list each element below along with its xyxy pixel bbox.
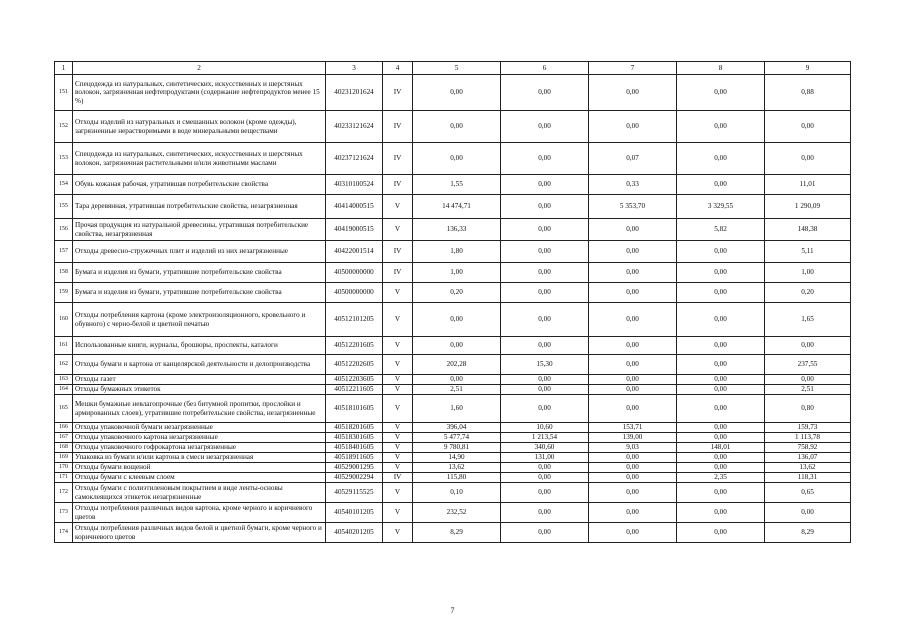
value-col7: 139,00 — [589, 433, 677, 443]
value-col6: 0,00 — [501, 219, 589, 241]
hazard-class: IV — [383, 263, 413, 283]
value-col8: 0,00 — [677, 355, 765, 375]
waste-code: 40512203605 — [326, 375, 383, 385]
header-cell: 6 — [501, 62, 589, 75]
value-col7: 0,00 — [589, 337, 677, 355]
row-number: 158 — [55, 263, 73, 283]
value-col9: 118,31 — [765, 473, 851, 483]
value-col9: 0,65 — [765, 483, 851, 503]
value-col6: 0,00 — [501, 395, 589, 423]
waste-name: Отходы упаковочного картона незагрязненные — [73, 433, 326, 443]
table-row — [55, 75, 851, 111]
waste-name: Отходы бумаги и картона от канцелярской деятельности и делопроизводства — [73, 355, 326, 375]
value-col9: 8,29 — [765, 523, 851, 543]
value-col8: 2,35 — [677, 473, 765, 483]
table-row — [55, 241, 851, 263]
value-col5: 115,80 — [413, 473, 501, 483]
waste-table — [54, 61, 851, 543]
value-col6: 0,00 — [501, 483, 589, 503]
value-col9: 5,11 — [765, 241, 851, 263]
row-number: 167 — [55, 433, 73, 443]
table-row — [55, 423, 851, 433]
waste-code: 40512202605 — [326, 355, 383, 375]
row-number: 153 — [55, 143, 73, 175]
table-row — [55, 219, 851, 241]
waste-name: Бумага и изделия из бумаги, утратившие потребительские свойства — [73, 283, 326, 303]
table-row — [55, 111, 851, 143]
waste-code: 40540201205 — [326, 523, 383, 543]
row-number: 173 — [55, 503, 73, 523]
value-col5: 136,33 — [413, 219, 501, 241]
value-col9: 136,07 — [765, 453, 851, 463]
value-col5: 0,20 — [413, 283, 501, 303]
page-number: 7 — [450, 606, 455, 615]
waste-name: Отходы упаковочного гофрокартона незагрязненные — [73, 443, 326, 453]
value-col6: 0,00 — [501, 263, 589, 283]
row-number: 168 — [55, 443, 73, 453]
row-number: 165 — [55, 395, 73, 423]
waste-name: Спецодежда из натуральных, синтетических, искусственных и шерстяных волокон, загрязненная нефтепродуктами (содержание нефтепродуктов менее 15 %) — [73, 75, 326, 111]
value-col7: 0,07 — [589, 143, 677, 175]
table-row — [55, 443, 851, 453]
header-cell: 3 — [326, 62, 383, 75]
table-row — [55, 473, 851, 483]
value-col6: 15,30 — [501, 355, 589, 375]
waste-name: Отходы потребления различных видов картона, кроме черного и коричневого цветов — [73, 503, 326, 523]
table-row — [55, 175, 851, 195]
table-row — [55, 395, 851, 423]
row-number: 154 — [55, 175, 73, 195]
value-col5: 1,55 — [413, 175, 501, 195]
value-col7: 0,00 — [589, 385, 677, 395]
value-col8: 3 329,55 — [677, 195, 765, 219]
value-col5: 396,04 — [413, 423, 501, 433]
value-col5: 14 474,71 — [413, 195, 501, 219]
waste-code: 40518301605 — [326, 433, 383, 443]
value-col6: 131,00 — [501, 453, 589, 463]
hazard-class: V — [383, 395, 413, 423]
row-number: 159 — [55, 283, 73, 303]
value-col8: 0,00 — [677, 283, 765, 303]
waste-name: Отходы потребления различных видов белой и цветной бумаги, кроме черного и коричневого цветов — [73, 523, 326, 543]
row-number: 151 — [55, 75, 73, 111]
value-col8: 0,00 — [677, 483, 765, 503]
value-col6: 0,00 — [501, 143, 589, 175]
hazard-class: V — [383, 433, 413, 443]
table-row — [55, 483, 851, 503]
value-col7: 0,00 — [589, 375, 677, 385]
value-col5: 0,00 — [413, 375, 501, 385]
value-col9: 758,92 — [765, 443, 851, 453]
header-cell: 9 — [765, 62, 851, 75]
waste-code: 40529002294 — [326, 473, 383, 483]
value-col6: 0,00 — [501, 283, 589, 303]
waste-code: 40512211605 — [326, 385, 383, 395]
value-col8: 0,00 — [677, 143, 765, 175]
waste-name: Бумага и изделия из бумаги, утратившие потребительские свойства — [73, 263, 326, 283]
waste-name: Отходы упаковочной бумаги незагрязненные — [73, 423, 326, 433]
header-cell: 5 — [413, 62, 501, 75]
hazard-class: IV — [383, 241, 413, 263]
row-number: 170 — [55, 463, 73, 473]
value-col5: 9 780,81 — [413, 443, 501, 453]
waste-name: Отходы бумаги с клеевым слоем — [73, 473, 326, 483]
value-col6: 0,00 — [501, 523, 589, 543]
value-col9: 13,62 — [765, 463, 851, 473]
hazard-class: V — [383, 483, 413, 503]
value-col8: 0,00 — [677, 385, 765, 395]
header-cell: 2 — [73, 62, 326, 75]
value-col7: 153,71 — [589, 423, 677, 433]
row-number: 163 — [55, 375, 73, 385]
waste-name: Тара деревянная, утратившая потребительские свойства, незагрязненная — [73, 195, 326, 219]
waste-code: 40540101205 — [326, 503, 383, 523]
waste-name: Обувь кожаная рабочая, утратившая потребительские свойства — [73, 175, 326, 195]
value-col7: 0,00 — [589, 263, 677, 283]
value-col9: 1 113,78 — [765, 433, 851, 443]
table-row — [55, 337, 851, 355]
header-cell: 8 — [677, 62, 765, 75]
hazard-class: V — [383, 337, 413, 355]
value-col6: 1 213,54 — [501, 433, 589, 443]
hazard-class: V — [383, 283, 413, 303]
table-row — [55, 375, 851, 385]
row-number: 155 — [55, 195, 73, 219]
value-col5: 0,00 — [413, 303, 501, 337]
value-col9: 0,00 — [765, 111, 851, 143]
value-col7: 0,00 — [589, 219, 677, 241]
hazard-class: V — [383, 443, 413, 453]
value-col9: 2,51 — [765, 385, 851, 395]
value-col5: 0,10 — [413, 483, 501, 503]
value-col9: 148,38 — [765, 219, 851, 241]
hazard-class: V — [383, 385, 413, 395]
hazard-class: V — [383, 195, 413, 219]
waste-name: Отходы древесно-стружечных плит и изделий из них незагрязненные — [73, 241, 326, 263]
hazard-class: IV — [383, 75, 413, 111]
header-cell: 4 — [383, 62, 413, 75]
value-col5: 1,60 — [413, 395, 501, 423]
waste-code: 40237121624 — [326, 143, 383, 175]
value-col8: 0,00 — [677, 263, 765, 283]
value-col6: 0,00 — [501, 111, 589, 143]
value-col7: 0,00 — [589, 241, 677, 263]
value-col7: 0,00 — [589, 463, 677, 473]
hazard-class: IV — [383, 111, 413, 143]
table-row — [55, 453, 851, 463]
waste-name: Отходы изделий из натуральных и смешанных волокон (кроме одежды), загрязненные нерастворимыми в воде минеральными веществами — [73, 111, 326, 143]
waste-code: 40518911605 — [326, 453, 383, 463]
value-col7: 0,00 — [589, 503, 677, 523]
hazard-class: V — [383, 219, 413, 241]
waste-code: 40518101605 — [326, 395, 383, 423]
value-col6: 0,00 — [501, 385, 589, 395]
table-row — [55, 433, 851, 443]
value-col6: 10,60 — [501, 423, 589, 433]
hazard-class: IV — [383, 143, 413, 175]
value-col6: 0,00 — [501, 503, 589, 523]
value-col8: 0,00 — [677, 111, 765, 143]
table-body — [55, 75, 851, 543]
waste-name: Отходы бумаги вощеной — [73, 463, 326, 473]
value-col6: 0,00 — [501, 473, 589, 483]
value-col9: 237,55 — [765, 355, 851, 375]
value-col8: 0,00 — [677, 503, 765, 523]
waste-name: Отходы бумажных этикеток — [73, 385, 326, 395]
hazard-class: V — [383, 503, 413, 523]
waste-name: Мешки бумажные невлагопрочные (без битумной пропитки, прослойки и армированных слоев), утратившие потребительские свойства, незагрязненные — [73, 395, 326, 423]
value-col8: 0,00 — [677, 423, 765, 433]
value-col5: 1,00 — [413, 263, 501, 283]
value-col9: 1 290,09 — [765, 195, 851, 219]
value-col9: 0,00 — [765, 375, 851, 385]
table-row — [55, 143, 851, 175]
value-col7: 0,00 — [589, 453, 677, 463]
value-col9: 0,00 — [765, 503, 851, 523]
value-col5: 0,00 — [413, 337, 501, 355]
value-col5: 2,51 — [413, 385, 501, 395]
value-col8: 0,00 — [677, 463, 765, 473]
row-number: 152 — [55, 111, 73, 143]
value-col9: 0,00 — [765, 143, 851, 175]
waste-name: Упаковка из бумаги и/или картона в смеси незагрязненная — [73, 453, 326, 463]
row-number: 166 — [55, 423, 73, 433]
value-col6: 0,00 — [501, 175, 589, 195]
value-col7: 0,00 — [589, 111, 677, 143]
waste-name: Отходы газет — [73, 375, 326, 385]
waste-code: 40529115525 — [326, 483, 383, 503]
value-col6: 0,00 — [501, 75, 589, 111]
value-col8: 5,82 — [677, 219, 765, 241]
value-col8: 0,00 — [677, 241, 765, 263]
waste-code: 40518201605 — [326, 423, 383, 433]
row-number: 157 — [55, 241, 73, 263]
value-col7: 0,00 — [589, 523, 677, 543]
header-row — [55, 62, 851, 75]
value-col5: 202,28 — [413, 355, 501, 375]
value-col8: 0,00 — [677, 75, 765, 111]
value-col5: 0,00 — [413, 143, 501, 175]
hazard-class: V — [383, 423, 413, 433]
waste-name: Прочая продукция из натуральной древесины, утратившая потребительские свойства, незагрязненная — [73, 219, 326, 241]
table-row — [55, 195, 851, 219]
table-row — [55, 355, 851, 375]
waste-code: 40231201624 — [326, 75, 383, 111]
waste-code: 40518401605 — [326, 443, 383, 453]
table-row — [55, 463, 851, 473]
waste-name: Спецодежда из натуральных, синтетических, искусственных и шерстяных волокон, загрязненная растительными и/или животными маслами — [73, 143, 326, 175]
header-cell: 7 — [589, 62, 677, 75]
value-col9: 0,00 — [765, 337, 851, 355]
value-col6: 0,00 — [501, 337, 589, 355]
row-number: 156 — [55, 219, 73, 241]
value-col8: 0,00 — [677, 175, 765, 195]
value-col5: 13,62 — [413, 463, 501, 473]
waste-code: 40529001295 — [326, 463, 383, 473]
hazard-class: V — [383, 523, 413, 543]
hazard-class: IV — [383, 473, 413, 483]
value-col6: 0,00 — [501, 375, 589, 385]
row-number: 161 — [55, 337, 73, 355]
value-col7: 0,33 — [589, 175, 677, 195]
value-col7: 0,00 — [589, 303, 677, 337]
value-col6: 340,60 — [501, 443, 589, 453]
value-col7: 0,00 — [589, 355, 677, 375]
table-row — [55, 503, 851, 523]
waste-code: 40310100524 — [326, 175, 383, 195]
value-col8: 0,00 — [677, 433, 765, 443]
value-col8: 148,01 — [677, 443, 765, 453]
value-col7: 0,00 — [589, 473, 677, 483]
waste-code: 40414000515 — [326, 195, 383, 219]
value-col7: 5 353,70 — [589, 195, 677, 219]
table-row — [55, 283, 851, 303]
value-col6: 0,00 — [501, 195, 589, 219]
value-col9: 0,80 — [765, 395, 851, 423]
value-col8: 0,00 — [677, 303, 765, 337]
hazard-class: IV — [383, 175, 413, 195]
hazard-class: V — [383, 303, 413, 337]
value-col6: 0,00 — [501, 463, 589, 473]
waste-name: Отходы бумаги с полиэтиленовым покрытием в виде ленты-основы самоклеящихся этикеток незагрязненные — [73, 483, 326, 503]
value-col6: 0,00 — [501, 303, 589, 337]
value-col5: 232,52 — [413, 503, 501, 523]
value-col7: 0,00 — [589, 395, 677, 423]
waste-code: 40512101205 — [326, 303, 383, 337]
value-col5: 0,00 — [413, 75, 501, 111]
value-col8: 0,00 — [677, 453, 765, 463]
waste-code: 40233121624 — [326, 111, 383, 143]
waste-name: Использованные книги, журналы, брошюры, проспекты, каталоги — [73, 337, 326, 355]
value-col9: 0,88 — [765, 75, 851, 111]
value-col9: 159,73 — [765, 423, 851, 433]
value-col8: 0,00 — [677, 337, 765, 355]
value-col9: 1,65 — [765, 303, 851, 337]
waste-code: 40500000000 — [326, 263, 383, 283]
hazard-class: V — [383, 355, 413, 375]
value-col9: 1,00 — [765, 263, 851, 283]
hazard-class: V — [383, 375, 413, 385]
waste-code: 40422001514 — [326, 241, 383, 263]
table-row — [55, 263, 851, 283]
row-number: 164 — [55, 385, 73, 395]
waste-code: 40500000000 — [326, 283, 383, 303]
row-number: 172 — [55, 483, 73, 503]
value-col7: 0,00 — [589, 75, 677, 111]
table-row — [55, 385, 851, 395]
value-col9: 11,01 — [765, 175, 851, 195]
value-col7: 0,00 — [589, 283, 677, 303]
table-row — [55, 523, 851, 543]
row-number: 162 — [55, 355, 73, 375]
header-cell: 1 — [55, 62, 73, 75]
row-number: 174 — [55, 523, 73, 543]
value-col8: 0,00 — [677, 395, 765, 423]
value-col7: 0,00 — [589, 483, 677, 503]
row-number: 160 — [55, 303, 73, 337]
table-row — [55, 303, 851, 337]
value-col7: 9,03 — [589, 443, 677, 453]
value-col5: 8,29 — [413, 523, 501, 543]
value-col9: 0,20 — [765, 283, 851, 303]
value-col5: 14,90 — [413, 453, 501, 463]
row-number: 169 — [55, 453, 73, 463]
waste-name: Отходы потребления картона (кроме электроизоляционного, кровельного и обувного) с черно-белой и цветной печатью — [73, 303, 326, 337]
hazard-class: V — [383, 453, 413, 463]
value-col5: 0,00 — [413, 111, 501, 143]
value-col5: 5 477,74 — [413, 433, 501, 443]
value-col5: 1,80 — [413, 241, 501, 263]
value-col6: 0,00 — [501, 241, 589, 263]
waste-code: 40512201605 — [326, 337, 383, 355]
value-col8: 0,00 — [677, 523, 765, 543]
hazard-class: V — [383, 463, 413, 473]
value-col8: 0,00 — [677, 375, 765, 385]
waste-code: 40419000515 — [326, 219, 383, 241]
row-number: 171 — [55, 473, 73, 483]
